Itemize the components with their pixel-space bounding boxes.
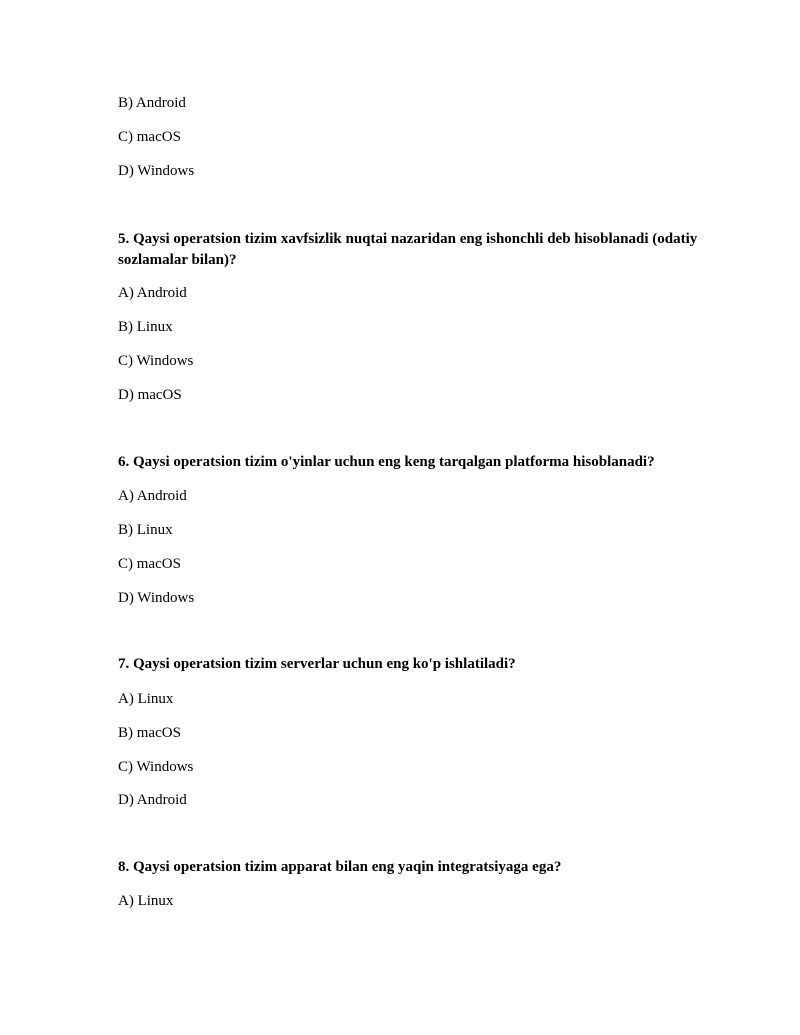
question-5-option-b: B) Linux xyxy=(118,319,173,335)
option-previous-b: B) Android xyxy=(118,95,186,111)
question-5: 5. Qaysi operatsion tizim xavfsizlik nuqtai nazaridan eng ishonchli deb hisoblanadi (odatiy sozlamalar bilan)? xyxy=(118,231,698,268)
question-7-option-c: C) Windows xyxy=(118,759,194,775)
question-7-option-d: D) Android xyxy=(118,792,187,808)
question-7: 7. Qaysi operatsion tizim serverlar uchun eng ko'p ishlatiladi? xyxy=(118,656,516,672)
question-8: 8. Qaysi operatsion tizim apparat bilan eng yaqin integratsiyaga ega? xyxy=(118,859,562,875)
question-6-option-b: B) Linux xyxy=(118,522,173,538)
option-previous-c: C) macOS xyxy=(118,129,181,145)
question-6-option-a: A) Android xyxy=(118,488,187,504)
question-7-option-b: B) macOS xyxy=(118,725,181,741)
question-7-option-a: A) Linux xyxy=(118,691,174,707)
question-6-option-c: C) macOS xyxy=(118,556,181,572)
question-8-option-a: A) Linux xyxy=(118,893,174,909)
question-5-option-c: C) Windows xyxy=(118,353,194,369)
question-6-option-d: D) Windows xyxy=(118,590,195,606)
question-5-option-a: A) Android xyxy=(118,285,187,301)
option-previous-d: D) Windows xyxy=(118,163,195,179)
question-5-option-d: D) macOS xyxy=(118,387,182,403)
question-6: 6. Qaysi operatsion tizim o'yinlar uchun eng keng tarqalgan platforma hisoblanadi? xyxy=(118,454,655,470)
